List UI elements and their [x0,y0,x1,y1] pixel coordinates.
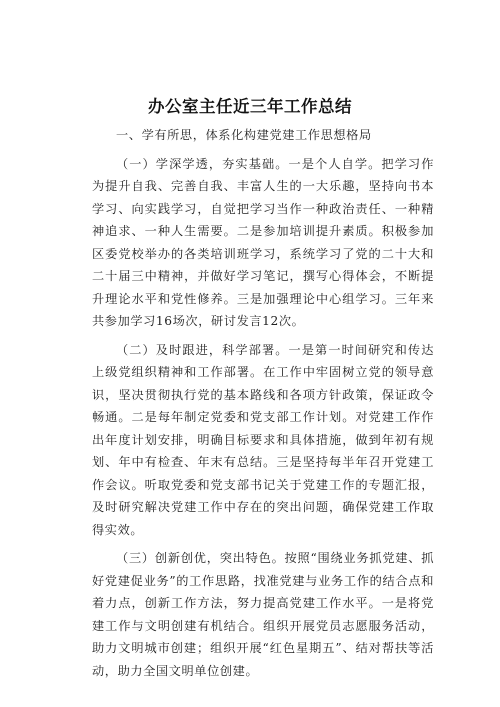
paragraph-innovation: （三）创新创优，突出特色。按照“围绕业务抓党建、抓好党建促业务”的工作思路，找准党建与业务工作的结合点和着力点，创新工作方法，努力提高党建工作水平。一是将党建工作与文明创建有机结合。组织开展党员志愿服务活动，助力文明城市创建；组织开展“红色星期五”、结对帮扶等活动，助力全国文明单位创建。 [92,551,434,678]
paragraph-study: （一）学深学透，夯实基础。一是个人自学。把学习作为提升自我、完善自我、丰富人生的一大乐趣，坚持向书本学习、向实践学习，自觉把学习当作一种政治责任、一种精神追求、一种人生需要。二是参加培训提升素质。积极参加区委党校举办的各类培训班学习，系统学习了党的二十大和二十届三中精神，并做好学习笔记，撰写心得体会，不断提升理论水平和党性修养。三是加强理论中心组学习。三年来共参加学习16场次，研讨发言12次。 [92,156,434,328]
document-title: 办公室主任近三年工作总结 [148,97,352,116]
section-heading: 一、学有所思，体系化构建党建工作思想格局 [116,128,372,142]
paragraph-deployment: （二）及时跟进，科学部署。一是第一时间研究和传达上级党组织精神和工作部署。在工作中牢固树立党的领导意识，坚决贯彻执行党的基本路线和各项方针政策，保证政令畅通。二是每年制定党委和党支部工作计划。对党建工作作出年度计划安排，明确目标要求和具体措施，做到年初有规划、年中有检查、年末有总结。三是坚持每半年召开党建工作会议。听取党委和党支部书记关于党建工作的专题汇报，及时研究解决党建工作中存在的突出问题，确保党建工作取得实效。 [92,342,434,537]
document-body [92,124,434,682]
